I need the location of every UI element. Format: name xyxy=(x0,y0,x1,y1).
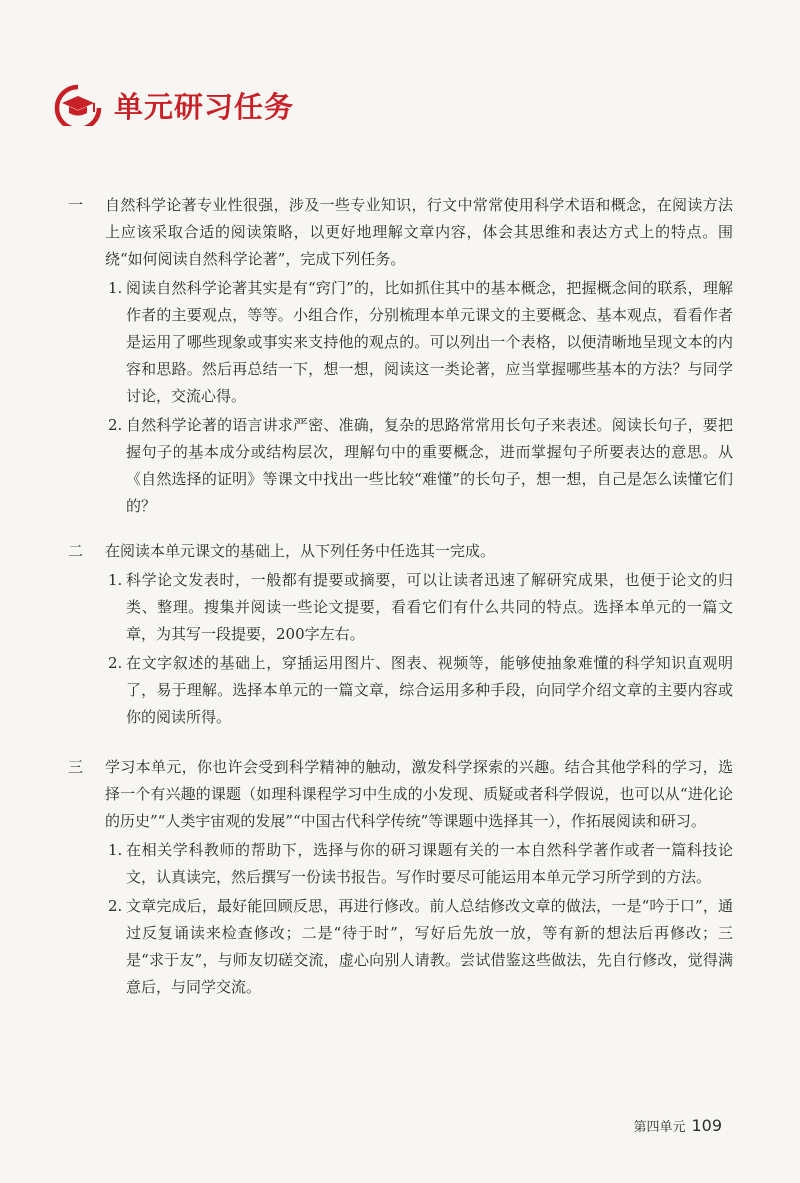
subtask-1 xyxy=(0,837,800,891)
task-3 xyxy=(0,754,800,1001)
page-footer xyxy=(633,1116,722,1135)
task-2 xyxy=(0,538,800,731)
subtask-text: 在相关学科教师的帮助下，选择与你的研习课题有关的一本自然科学著作或者一篇科技论文，认真读完，然后撰写一份读书报告。写作时要尽可能运用本单元学习所学到的方法。 xyxy=(126,841,733,886)
subtask-text: 阅读自然科学论著其实是有“窍门”的，比如抓住其中的基本概念，把握概念间的联系，理解作者的主要观点，等等。小组合作，分别梳理本单元课文的主要概念、基本观点，看看作者是运用了哪些现象或事实来支持他的观点的。可以列出一个表格，以便清晰地呈现文本的内容和思路。然后再总结一下，想一想，阅读这一类论著，应当掌握哪些基本的方法？与同学讨论，交流心得。 xyxy=(126,279,733,405)
subtask-number: 1. xyxy=(108,571,123,589)
task-text: 在阅读本单元课文的基础上，从下列任务中任选其一完成。 xyxy=(105,542,496,560)
task-text: 学习本单元，你也许会受到科学精神的触动，激发科学探索的兴趣。结合其他学科的学习，选择一个有兴趣的课题（如理科课程学习中生成的小发现、质疑或者科学假说，也可以从“进化论的历史”“人类宇宙观的发展”“中国古代科学传统”等课题中选择其一），作拓展阅读和研习。 xyxy=(105,758,733,830)
subtask-1 xyxy=(0,275,800,410)
subtask-text: 在文字叙述的基础上，穿插运用图片、图表、视频等，能够使抽象难懂的科学知识直观明了，易于理解。选择本单元的一篇文章，综合运用多种手段，向同学介绍文章的主要内容或你的阅读所得。 xyxy=(126,654,733,726)
graduation-cap-icon xyxy=(54,84,102,126)
task-number: 一 xyxy=(68,196,84,214)
section-header xyxy=(54,84,294,126)
subtask-1 xyxy=(0,567,800,648)
subtask-number: 2. xyxy=(108,654,123,672)
task-text: 自然科学论著专业性很强，涉及一些专业知识，行文中常常使用科学术语和概念，在阅读方法上应该采取合适的阅读策略，以更好地理解文章内容，体会其思维和表达方式上的特点。围绕“如何阅读自然科学论著”，完成下列任务。 xyxy=(105,196,733,268)
task-number: 二 xyxy=(68,542,84,560)
page-title: 单元研习任务 xyxy=(114,89,295,124)
unit-label: 第四单元 xyxy=(633,1120,686,1135)
subtask-2 xyxy=(0,893,800,1001)
subtask-number: 2. xyxy=(108,416,123,434)
subtask-text: 科学论文发表时，一般都有提要或摘要，可以让读者迅速了解研究成果，也便于论文的归类、整理。搜集并阅读一些论文提要，看看它们有什么共同的特点。选择本单元的一篇文章，为其写一段提要，200字左右。 xyxy=(126,571,733,643)
task-number: 三 xyxy=(68,758,84,776)
subtask-2 xyxy=(0,650,800,731)
subtask-number: 2. xyxy=(108,897,123,915)
task-1 xyxy=(0,192,800,520)
subtask-2 xyxy=(0,412,800,520)
subtask-text: 文章完成后，最好能回顾反思，再进行修改。前人总结修改文章的做法，一是“吟于口”，通过反复诵读来检查修改；二是“待于时”，写好后先放一放，等有新的想法后再修改；三是“求于友”，与师友切磋交流，虚心向别人请教。尝试借鉴这些做法，先自行修改，觉得满意后，与同学交流。 xyxy=(126,897,733,996)
page-number: 109 xyxy=(691,1116,722,1135)
subtask-number: 1. xyxy=(108,841,123,859)
subtask-text: 自然科学论著的语言讲求严密、准确，复杂的思路常常用长句子来表述。阅读长句子，要把握句子的基本成分或结构层次，理解句中的重要概念，进而掌握句子所要表达的意思。从《自然选择的证明》等课文中找出一些比较“难懂”的长句子，想一想，自己是怎么读懂它们的？ xyxy=(126,416,733,515)
subtask-number: 1. xyxy=(108,279,123,297)
